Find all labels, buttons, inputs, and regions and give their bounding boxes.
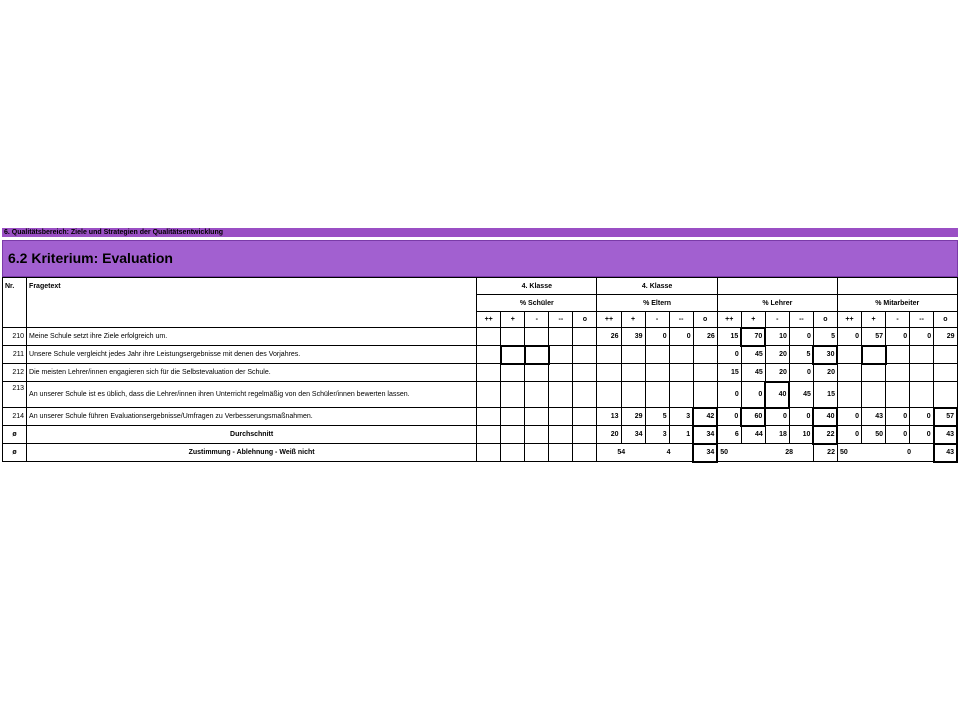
- schueler-value: [573, 426, 597, 444]
- lehrer-value: 0: [717, 346, 741, 364]
- mitarbeiter-value: 0: [886, 408, 910, 426]
- lehrer-value: 20: [765, 364, 789, 382]
- lehrer-value: 60: [741, 408, 765, 426]
- schueler-value: [477, 328, 501, 346]
- eltern-value: [621, 382, 645, 408]
- question-nr: 212: [3, 364, 27, 382]
- schueler-value: [549, 364, 573, 382]
- eltern-value: [669, 382, 693, 408]
- question-text: An unserer Schule ist es üblich, dass die Lehrer/innen ihren Unterricht regelmäßig von den Schüler/innen bewerten lassen.: [27, 382, 477, 408]
- eltern-value: [693, 382, 717, 408]
- scale-label: ++: [477, 312, 501, 328]
- table-row: [3, 328, 958, 346]
- lehrer-value: 0: [741, 382, 765, 408]
- eltern-value: 3: [669, 408, 693, 426]
- eltern-value: [645, 382, 669, 408]
- eltern-value: [645, 364, 669, 382]
- lehrer-value: 0: [789, 364, 813, 382]
- mitarbeiter-value: [934, 382, 957, 408]
- header-row-2: [3, 295, 958, 312]
- mitarbeiter-avg: 50: [862, 426, 886, 444]
- question-nr: 211: [3, 346, 27, 364]
- scale-label: +: [501, 312, 525, 328]
- schueler-value: [501, 426, 525, 444]
- table-row: [3, 346, 958, 364]
- scale-label: ++: [597, 312, 621, 328]
- lehrer-weiss-nicht: 22: [813, 444, 837, 462]
- mitarbeiter-value: [886, 382, 910, 408]
- criterion-heading: [2, 240, 958, 277]
- group3-header: [717, 278, 837, 295]
- eltern-value: [621, 346, 645, 364]
- lehrer-avg: 10: [789, 426, 813, 444]
- lehrer-value: 20: [813, 364, 837, 382]
- scale-label: -: [886, 312, 910, 328]
- scale-label: --: [549, 312, 573, 328]
- schueler-value: [501, 328, 525, 346]
- scale-label: -: [525, 312, 549, 328]
- summary-row: [3, 444, 958, 462]
- header-row-1: [3, 278, 958, 295]
- mitarbeiter-value: [862, 346, 886, 364]
- average-label: Durchschnitt: [27, 426, 477, 444]
- schueler-value: [525, 382, 549, 408]
- group2-header: 4. Klasse: [597, 278, 717, 295]
- eltern-value: 26: [693, 328, 717, 346]
- question-text: Unsere Schule vergleicht jedes Jahr ihre Leistungsergebnisse mit denen des Vorjahres.: [27, 346, 477, 364]
- scale-label: +: [862, 312, 886, 328]
- lehrer-value: 0: [765, 408, 789, 426]
- lehrer-value: 15: [717, 328, 741, 346]
- question-text: Meine Schule setzt ihre Ziele erfolgreich um.: [27, 328, 477, 346]
- eltern-value: [597, 382, 621, 408]
- lehrer-value: 0: [717, 408, 741, 426]
- eltern-value: [621, 364, 645, 382]
- eltern-value: 29: [621, 408, 645, 426]
- scale-label: o: [693, 312, 717, 328]
- schueler-value: [573, 328, 597, 346]
- schueler-value: [573, 408, 597, 426]
- group3-subheader: % Lehrer: [717, 295, 837, 312]
- lehrer-value: 5: [789, 346, 813, 364]
- eltern-value: 0: [645, 328, 669, 346]
- schueler-value: [501, 382, 525, 408]
- mitarbeiter-value: [862, 382, 886, 408]
- col-fragetext-header: Fragetext: [27, 278, 477, 295]
- summary-symbol: ø: [3, 444, 27, 462]
- eltern-value: 39: [621, 328, 645, 346]
- eltern-ablehnung: 4: [645, 444, 693, 462]
- schueler-value: [501, 346, 525, 364]
- eltern-value: 0: [669, 328, 693, 346]
- scale-label: ++: [837, 312, 861, 328]
- mitarbeiter-zustimmung: 50: [837, 444, 885, 462]
- mitarbeiter-value: 0: [910, 408, 934, 426]
- schueler-value: [525, 426, 549, 444]
- schueler-value: [477, 408, 501, 426]
- table-row: [3, 408, 958, 426]
- table-row: [3, 364, 958, 382]
- question-nr: 213: [3, 382, 27, 408]
- lehrer-value: 45: [741, 346, 765, 364]
- group1-subheader: % Schüler: [477, 295, 597, 312]
- group1-header: 4. Klasse: [477, 278, 597, 295]
- eltern-avg: 34: [621, 426, 645, 444]
- lehrer-value: 30: [813, 346, 837, 364]
- schueler-value: [573, 382, 597, 408]
- scale-label: --: [789, 312, 813, 328]
- schueler-value: [549, 426, 573, 444]
- question-nr: 214: [3, 408, 27, 426]
- mitarbeiter-value: [886, 346, 910, 364]
- lehrer-value: 40: [765, 382, 789, 408]
- schueler-value: [573, 346, 597, 364]
- scale-label: o: [813, 312, 837, 328]
- mitarbeiter-value: 43: [862, 408, 886, 426]
- mitarbeiter-value: [910, 382, 934, 408]
- col-nr-spacer: [3, 295, 27, 312]
- mitarbeiter-weiss-nicht: 43: [934, 444, 957, 462]
- mitarbeiter-value: [837, 364, 861, 382]
- schueler-value: [477, 426, 501, 444]
- question-nr: 210: [3, 328, 27, 346]
- lehrer-value: 0: [789, 408, 813, 426]
- lehrer-value: 0: [717, 382, 741, 408]
- mitarbeiter-value: 0: [886, 328, 910, 346]
- lehrer-zustimmung: 50: [717, 444, 765, 462]
- schueler-value: [477, 364, 501, 382]
- eltern-value: [597, 364, 621, 382]
- schueler-value: [501, 364, 525, 382]
- eltern-value: [669, 364, 693, 382]
- lehrer-value: 45: [741, 364, 765, 382]
- scale-label: o: [934, 312, 957, 328]
- mitarbeiter-value: 0: [837, 328, 861, 346]
- header-scale-row: [3, 312, 958, 328]
- schueler-value: [525, 364, 549, 382]
- lehrer-value: 15: [813, 382, 837, 408]
- lehrer-value: 45: [789, 382, 813, 408]
- mitarbeiter-avg: 0: [886, 426, 910, 444]
- lehrer-value: 0: [789, 328, 813, 346]
- mitarbeiter-value: 57: [862, 328, 886, 346]
- schueler-value: [573, 364, 597, 382]
- mitarbeiter-value: [934, 364, 957, 382]
- mitarbeiter-ablehnung: 0: [886, 444, 934, 462]
- mitarbeiter-value: [862, 364, 886, 382]
- eltern-avg: 1: [669, 426, 693, 444]
- scale-label: +: [741, 312, 765, 328]
- eltern-value: [645, 346, 669, 364]
- eltern-value: [693, 364, 717, 382]
- scale-label: +: [621, 312, 645, 328]
- eltern-value: [597, 346, 621, 364]
- schueler-summary: [501, 444, 525, 462]
- mitarbeiter-value: [837, 382, 861, 408]
- eltern-avg: 3: [645, 426, 669, 444]
- lehrer-value: 15: [717, 364, 741, 382]
- group2-subheader: % Eltern: [597, 295, 717, 312]
- col-nr-header: Nr.: [3, 278, 27, 295]
- scale-label: --: [669, 312, 693, 328]
- schueler-value: [477, 382, 501, 408]
- eltern-zustimmung: 54: [597, 444, 645, 462]
- eltern-weiss-nicht: 34: [693, 444, 717, 462]
- mitarbeiter-value: [934, 346, 957, 364]
- schueler-value: [549, 382, 573, 408]
- schueler-value: [549, 328, 573, 346]
- group4-header: [837, 278, 957, 295]
- eltern-value: [693, 346, 717, 364]
- mitarbeiter-avg: 43: [934, 426, 957, 444]
- scale-label: ++: [717, 312, 741, 328]
- lehrer-avg: 22: [813, 426, 837, 444]
- eltern-avg: 34: [693, 426, 717, 444]
- scale-label: --: [910, 312, 934, 328]
- eltern-avg: 20: [597, 426, 621, 444]
- mitarbeiter-value: 0: [910, 328, 934, 346]
- scale-label: o: [573, 312, 597, 328]
- schueler-value: [477, 346, 501, 364]
- eltern-value: 13: [597, 408, 621, 426]
- lehrer-value: 10: [765, 328, 789, 346]
- col-fragetext-spacer: [27, 295, 477, 312]
- page-title: 6.2 Kriterium: Evaluation: [8, 250, 173, 266]
- mitarbeiter-avg: 0: [910, 426, 934, 444]
- evaluation-table: [2, 277, 958, 463]
- schueler-summary: [525, 444, 549, 462]
- schueler-value: [525, 328, 549, 346]
- scale-label: -: [645, 312, 669, 328]
- lehrer-avg: 44: [741, 426, 765, 444]
- schueler-summary: [477, 444, 501, 462]
- question-text: Die meisten Lehrer/innen engagieren sich für die Selbstevaluation der Schule.: [27, 364, 477, 382]
- schueler-summary: [573, 444, 597, 462]
- mitarbeiter-value: [910, 364, 934, 382]
- lehrer-value: 70: [741, 328, 765, 346]
- col-nr-spacer: [3, 312, 27, 328]
- question-text: An unserer Schule führen Evaluationsergebnisse/Umfragen zu Verbesserungsmaßnahmen.: [27, 408, 477, 426]
- col-fragetext-spacer: [27, 312, 477, 328]
- eltern-value: 5: [645, 408, 669, 426]
- mitarbeiter-avg: 0: [837, 426, 861, 444]
- lehrer-value: 20: [765, 346, 789, 364]
- lehrer-avg: 6: [717, 426, 741, 444]
- mitarbeiter-value: [886, 364, 910, 382]
- lehrer-ablehnung: 28: [765, 444, 813, 462]
- group4-subheader: % Mitarbeiter: [837, 295, 957, 312]
- mitarbeiter-value: 0: [837, 408, 861, 426]
- section-banner: 6. Qualitätsbereich: Ziele und Strategien der Qualitätsentwicklung: [2, 228, 958, 237]
- mitarbeiter-value: 57: [934, 408, 957, 426]
- lehrer-avg: 18: [765, 426, 789, 444]
- eltern-value: 42: [693, 408, 717, 426]
- summary-label: Zustimmung - Ablehnung - Weiß nicht: [27, 444, 477, 462]
- eltern-value: [669, 346, 693, 364]
- mitarbeiter-value: [910, 346, 934, 364]
- eltern-value: 26: [597, 328, 621, 346]
- table-row: [3, 382, 958, 408]
- lehrer-value: 5: [813, 328, 837, 346]
- mitarbeiter-value: [837, 346, 861, 364]
- average-row: [3, 426, 958, 444]
- schueler-summary: [549, 444, 573, 462]
- average-symbol: ø: [3, 426, 27, 444]
- scale-label: -: [765, 312, 789, 328]
- schueler-value: [525, 346, 549, 364]
- schueler-value: [501, 408, 525, 426]
- schueler-value: [549, 408, 573, 426]
- schueler-value: [549, 346, 573, 364]
- schueler-value: [525, 408, 549, 426]
- lehrer-value: 40: [813, 408, 837, 426]
- mitarbeiter-value: 29: [934, 328, 957, 346]
